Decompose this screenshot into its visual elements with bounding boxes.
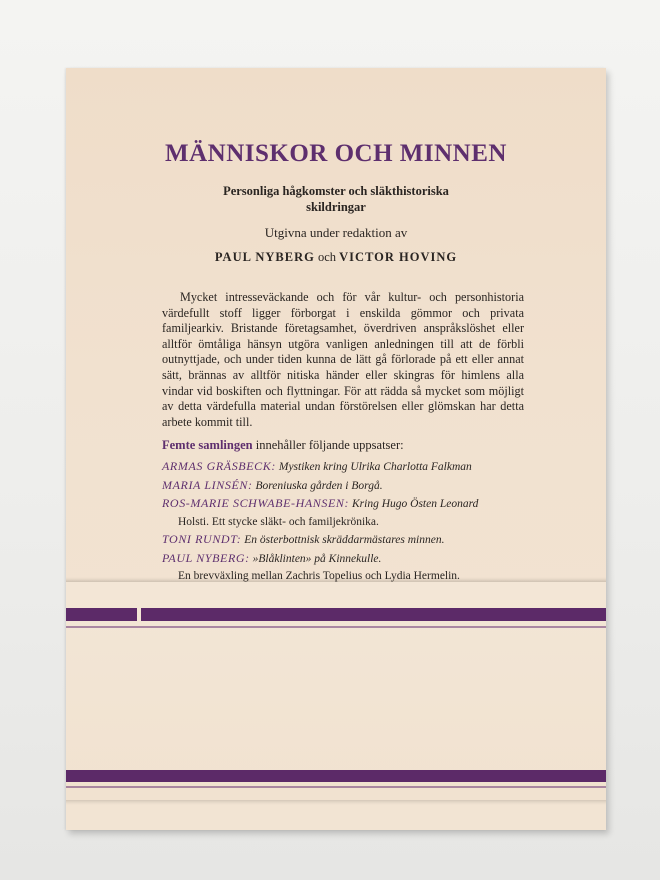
editor-2: VICTOR HOVING (339, 250, 458, 264)
band-thin-line-bottom (66, 786, 606, 788)
essay-item (162, 531, 562, 550)
collection-highlight: Femte samlingen (162, 438, 253, 452)
essay-title: »Blåklinten» på Kinnekulle. (252, 552, 382, 565)
band-stripe-top-left (66, 608, 137, 621)
essay-item (162, 458, 562, 477)
book-subtitle: Personliga hågkomster och släkthistoriska skildringar (223, 184, 449, 214)
book-title: MÄNNISKOR OCH MINNEN (165, 140, 507, 167)
paper-belly-band (66, 582, 606, 800)
band-thin-line-top (66, 626, 606, 628)
essay-author: ARMAS GRÄSBECK: (162, 459, 276, 473)
essay-item (162, 477, 562, 496)
essay-item (162, 550, 562, 586)
essay-title: En österbottnisk skräddarmästares minnen. (244, 534, 445, 546)
editors-line (66, 250, 606, 265)
editor-1: PAUL NYBERG (214, 250, 315, 264)
essay-author: TONI RUNDT: (162, 532, 242, 546)
essay-title: Mystiken kring Ulrika Charlotta Falkman (278, 461, 472, 473)
essay-author: ROS-MARIE SCHWABE-HANSEN: (162, 496, 350, 510)
book-back-cover (66, 68, 606, 830)
essay-title: Boreniuska gården i Borgå. (255, 479, 383, 492)
collection-text: innehåller följande uppsatser: (255, 438, 404, 452)
essay-author: MARIA LINSÉN: (162, 477, 253, 492)
essay-continuation: Holsti. Ett stycke släkt- och familjekrönika. (178, 515, 379, 528)
essay-author: PAUL NYBERG: (162, 550, 250, 565)
essay-item (162, 495, 562, 531)
band-stripe-bottom (66, 770, 606, 782)
editors-and: och (317, 250, 337, 264)
collection-line (162, 438, 542, 453)
essay-continuation: En brevväxling mellan Zachris Topelius och Lydia Hermelin. (178, 570, 460, 582)
essay-title: Kring Hugo Östen Leonard (352, 498, 479, 510)
intro-paragraph: Mycket intresseväckande och för vår kultur- och personhistoria värdefullt stoff ligger förborgat i enskilda gömmor och privata familjearkiv. Bristande företagsamhet, överdriven anspråkslöshet eller alltför ömtåliga hänsyn utgöra vanligen anledningen till att de förbli outnyttjade, och under tiden kunna de lätt gå förlorade på ett eller annat sätt, brännas av alltför nitiska händer eller skingras för himlens alla vindar vid boskiften och flyttningar. För att rädda så mycket som möjligt av detta värdefulla material undan förstörelsen eller glömskan har detta arbete kommit till. (162, 290, 524, 429)
edited-by-line: Utgivna under redaktion av (264, 225, 408, 240)
band-stripe-top (141, 608, 606, 621)
